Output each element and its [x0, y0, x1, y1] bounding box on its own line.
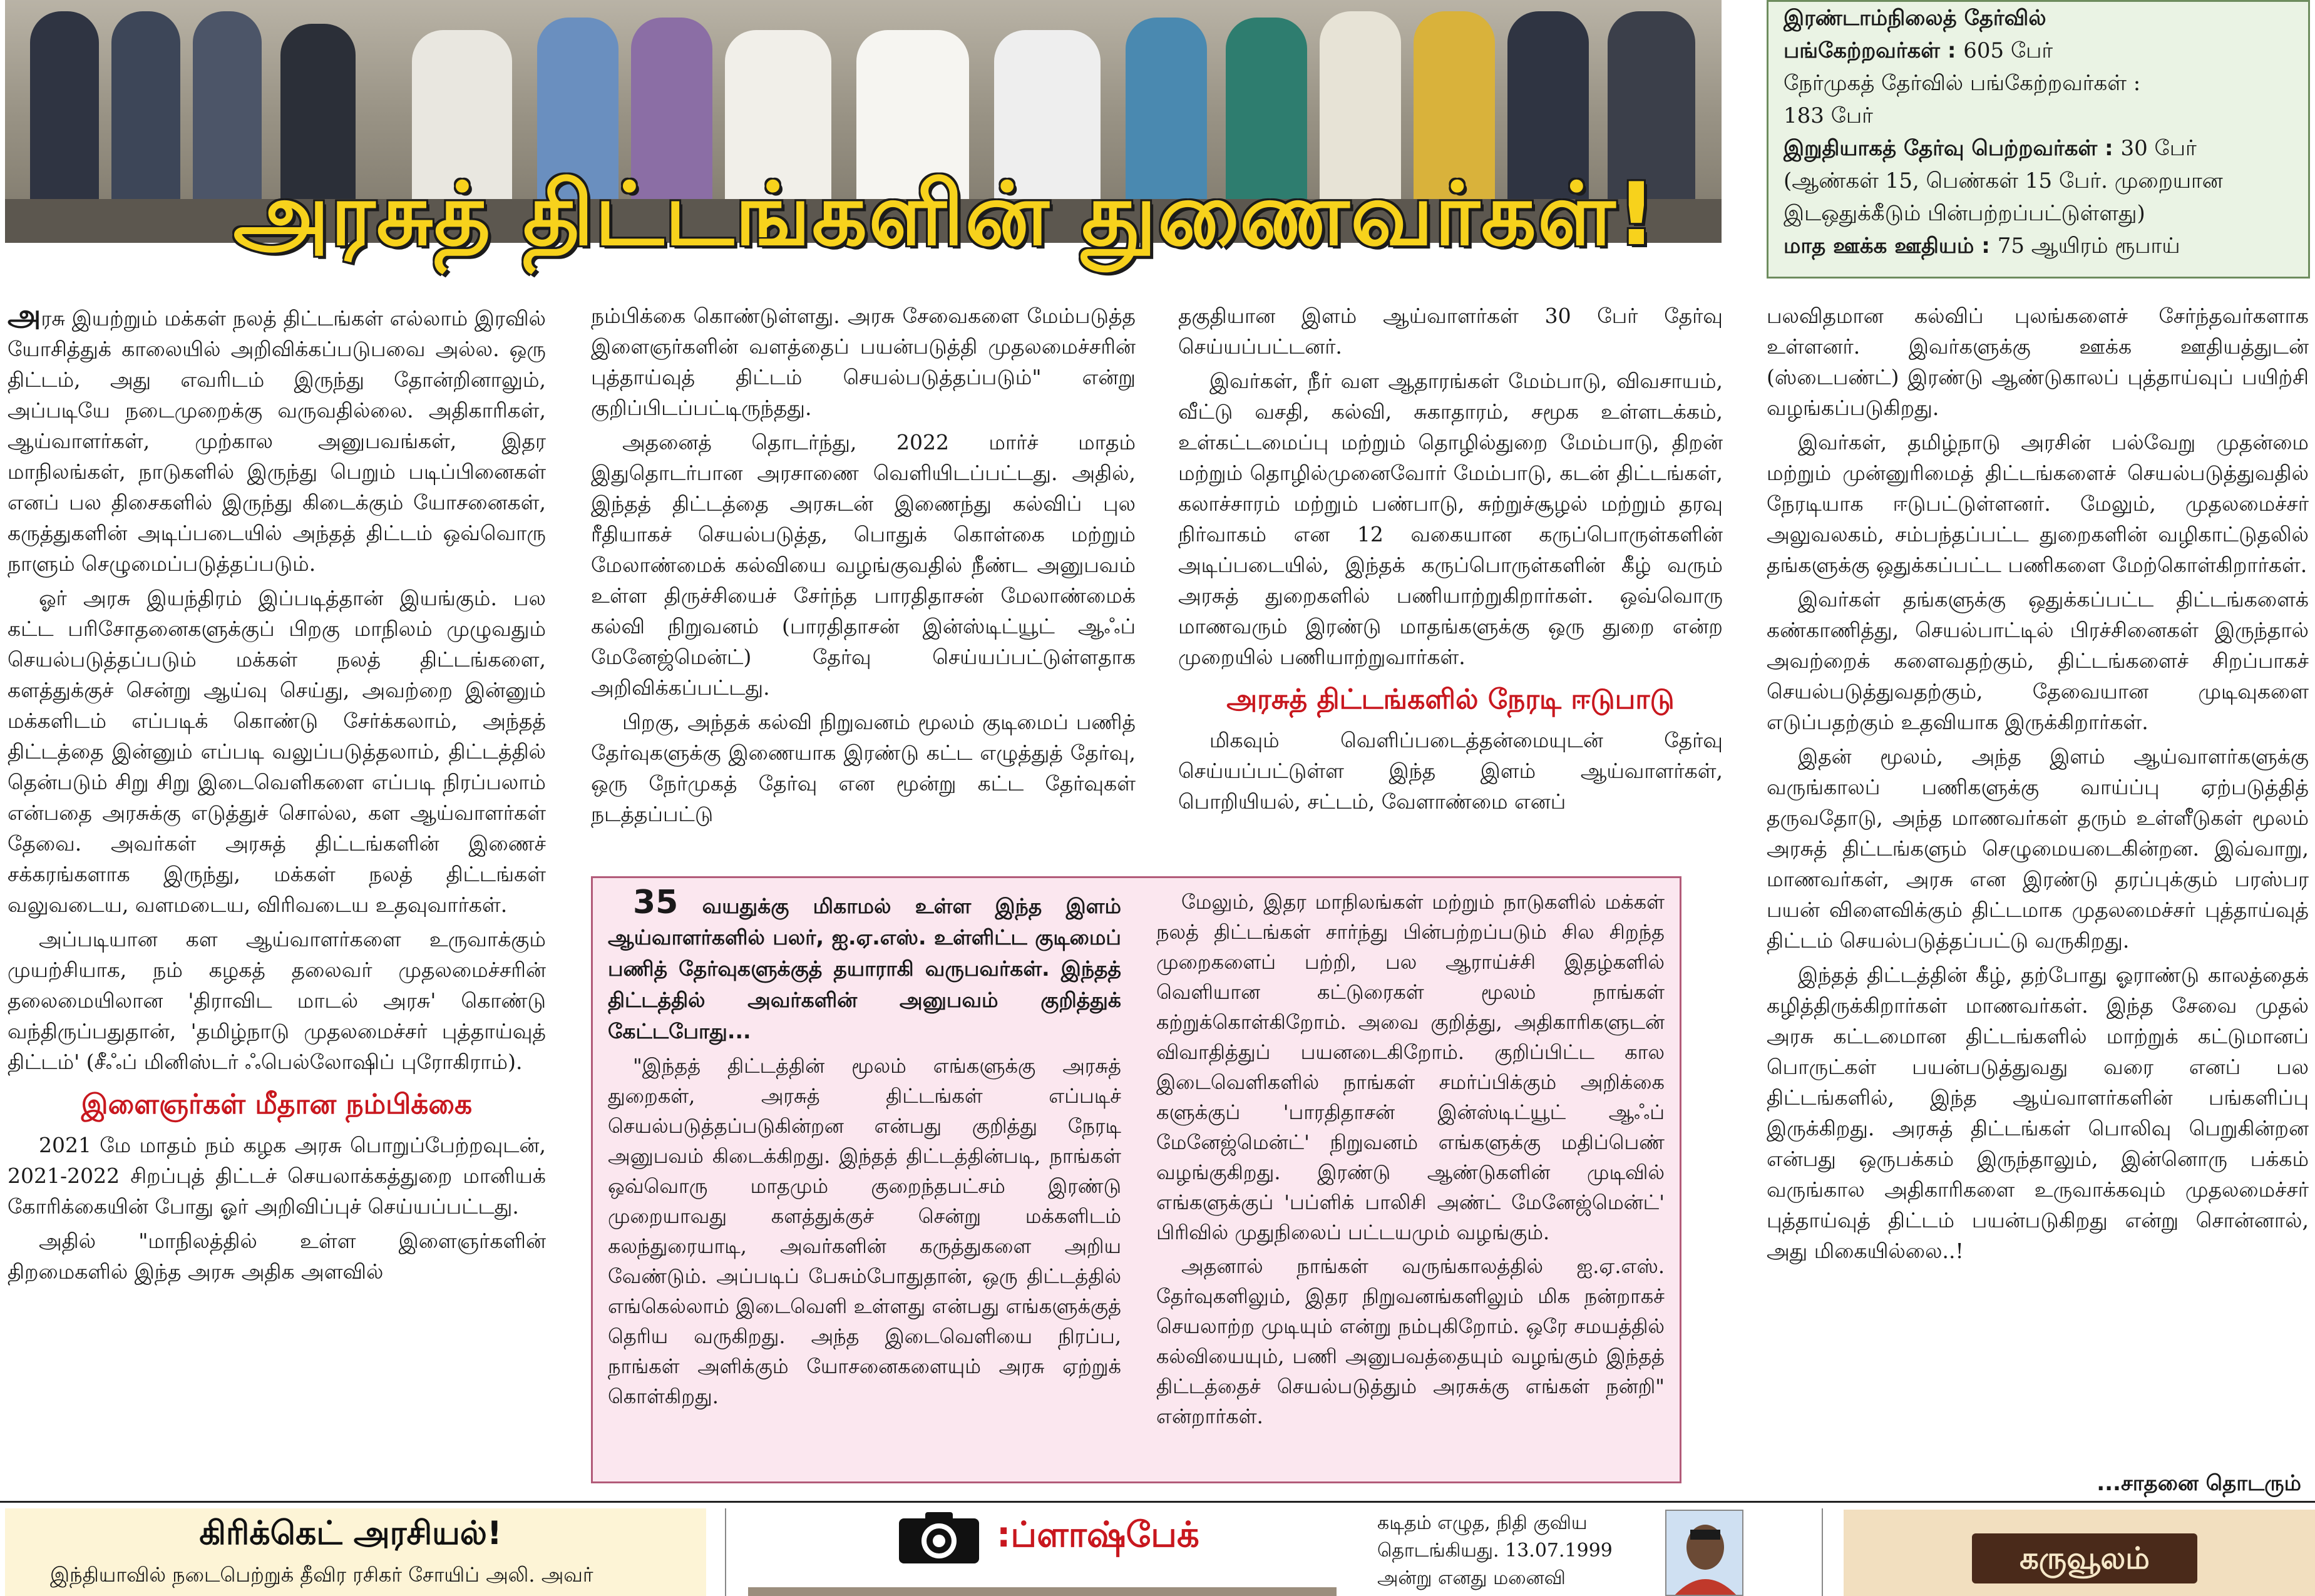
paragraph: ஓர் அரசு இயந்திரம் இப்படித்தான் இயங்கும். பல கட்ட பரிசோதனைகளுக்குப் பிறகு மாநிலம் முழுவதும் செயல்படுத்தப்படும் மக்கள் நலத் திட்டங்களை, களத்துக்குச் சென்று ஆய்வு செய்து, அவற்றை இன்னும் மக்களிடம் எப்படிக் கொண்டு சேர்க்கலாம், அந்தத் திட்டத்தை இன்னும் எப்படி வலுப்படுத்தலாம், திட்டத்தில் தென்படும் சிறு சிறு இடைவெளிகளை எப்படி நிரப்பலாம் என்பதை அரசுக்கு எடுத்துச் சொல்ல, கள ஆய்வாளர்கள் தேவை. அவர்கள் அரசுத் திட்டங்களின் இணைச் சக்கரங்களாக இருந்து, மக்கள் நலத் திட்டங்கள் வலுவடைய, வளமடைய, விரிவடைய உதவுவார்கள்.: [8, 586, 546, 917]
camera-icon: [895, 1510, 983, 1566]
paragraph: அதனைத் தொடர்ந்து, 2022 மார்ச் மாதம் இதுதொடர்பான அரசாணை வெளியிடப்பட்டது. அதில், இந்தத் திட்டத்தை அரசுடன் இணைந்து கல்விப் புல ரீதியாகச் செயல்படுத்த, பொதுக் கொள்கை மற்றும் மேலாண்மைக் கல்வியை வழங்குவதில் நீண்ட அனுபவம் உள்ள திருச்சியைச் சேர்ந்த பாரதிதாசன் மேலாண்மைக் கல்வி நிறுவனம் (பாரதிதாசன் இன்ஸ்டிட்யூட் ஆஃப் மேனேஜ்மென்ட்) தேர்வு செய்யப்பட்டுள்ளதாக அறிவிக்கப்பட்டது.: [591, 430, 1136, 700]
stats-line: இரண்டாம்நிலைத் தேர்வில்: [1784, 6, 2046, 31]
paragraph: "இந்தத் திட்டத்தின் மூலம் எங்களுக்கு அரசுத் துறைகள், அரசுத் திட்டங்கள் எப்படிச் செயல்படுத்தப்படுகின்றன என்பது குறித்து நேரடி அனுபவம் கிடைக்கிறது. இந்தத் திட்டத்தின்படி, நாங்கள் ஒவ்வொரு மாதமும் குறைந்தபட்சம் இரண்டு முறையாவது களத்துக்குச் சென்று மக்களிடம் கலந்துரையாடி, அவர்களின் கருத்துகளை அறிய வேண்டும். அப்படிப் பேசும்போதுதான், ஒரு திட்டத்தில் எங்கெல்லாம் இடைவெளி உள்ளது என்பது எங்களுக்குத் தெரிய வருகிறது. அந்த இடைவெளியை நிரப்ப, நாங்கள் அளிக்கும் யோசனைகளையும் அரசு ஏற்றுக் கொள்கிறது.: [608, 1054, 1121, 1408]
paragraph: நம்பிக்கை கொண்டுள்ளது. அரசு சேவைகளை மேம்படுத்த இளைஞர்களின் வளத்தைப் பயன்படுத்தி முதலமைச்சரின் புத்தாய்வுத் திட்டம் செயல்படுத்தப்படும்" என்று குறிப்பிடப்பட்டிருந்தது.: [591, 304, 1136, 420]
paragraph: அரசு இயற்றும் மக்கள் நலத் திட்டங்கள் எல்லாம் இரவில் யோசித்துக் காலையில் அறிவிக்கப்படுபவை அல்ல. ஒரு திட்டம், அது எவரிடம் இருந்து தோன்றினாலும், அப்படியே நடைமுறைக்கு வருவதில்லை. அதிகாரிகள், ஆய்வாளர்கள், முற்கால அனுபவங்கள், இதர மாநிலங்கள், நாடுகளில் இருந்து பெறும் படிப்பினைகள் எனப் பல திசைகளில் இருந்து கிடைக்கும் யோசனைகள், கருத்துகளின் அடிப்படையில் அந்தத் திட்டம் ஒவ்வொரு நாளும் செழுமைப்படுத்தப்படும்.: [8, 298, 546, 576]
stats-box: [1767, 0, 2310, 279]
diary-line: கடிதம் எழுத, நிதி குவிய: [1377, 1512, 1588, 1534]
paragraph: அப்படியான கள ஆய்வாளர்களை உருவாக்கும் முயற்சியாக, நம் கழகத் தலைவர் முதலமைச்சரின் தலைமையிலான 'திராவிட மாடல் அரசு' கொண்டு வந்திருப்பதுதான், 'தமிழ்நாடு முதலமைச்சர் புத்தாய்வுத் திட்டம்' (சீஃப் மினிஸ்டர் ஃபெல்லோஷிப் புரோகிராம்).: [8, 927, 546, 1074]
paragraph: மேலும், இதர மாநிலங்கள் மற்றும் நாடுகளில் மக்கள் நலத் திட்டங்கள் சார்ந்து பின்பற்றப்படும் சில சிறந்த முறைகளைப் பற்றி, பல ஆராய்ச்சி இதழ்களில் வெளியான கட்டுரைகள் மூலம் நாங்கள் கற்றுக்கொள்கிறோம். அவை குறித்து, அதிகாரிகளுடன் விவாதித்துப் பயனடைகிறோம். குறிப்பிட்ட கால இடைவெளிகளில் நாங்கள் சமர்ப்பிக்கும் அறிக்கை களுக்குப் 'பாரதிதாசன் இன்ஸ்டிட்யூட் ஆஃப் மேனேஜ்மென்ட்' நிறுவனம் எங்களுக்கு மதிப்பெண் வழங்குகிறது. இரண்டு ஆண்டுகளின் முடிவில் எங்களுக்குப் 'பப்ளிக் பாலிசி அண்ட் மேனேஜ்மென்ட்' பிரிவில் முதுநிலைப் பட்டயமும் வழங்கும்.: [1156, 890, 1665, 1244]
stats-line: பங்கேற்றவர்கள் : 605 பேர்: [1784, 38, 2053, 63]
paragraph: பிறகு, அந்தக் கல்வி நிறுவனம் மூலம் குடிமைப் பணித் தேர்வுகளுக்கு இணையாக இரண்டு கட்ட எழுத்துத் தேர்வு, ஒரு நேர்முகத் தேர்வு என மூன்று கட்ட தேர்வுகள் நடத்தப்பட்டு: [591, 710, 1136, 826]
article-column-4: [1767, 300, 2309, 1270]
subheading: இளைஞர்கள் மீதான நம்பிக்கை: [81, 1088, 473, 1120]
article-column-2: [591, 300, 1136, 833]
continued-label: ...சாதனை தொடரும்: [2097, 1471, 2301, 1496]
interview-column-2: [1156, 887, 1665, 1435]
article-column-1: [8, 300, 546, 1291]
stats-line: நேர்முகத் தேர்வில் பங்கேற்றவர்கள் :: [1784, 71, 2141, 96]
bottom-divider: [0, 1501, 2315, 1503]
interview-column-1: [608, 884, 1121, 1415]
interview-question: 35 வயதுக்கு மிகாமல் உள்ள இந்த இளம் ஆய்வாளர்களில் பலர், ஐ.ஏ.எஸ். உள்ளிட்ட குடிமைப் பணித் தேர்வுகளுக்குத் தயாராகி வருபவர்கள். இந்தத் திட்டத்தில் அவர்களின் அனுபவம் குறித்துக் கேட்டபோது...: [608, 884, 1121, 1043]
stats-line: (ஆண்கள் 15, பெண்கள் 15 பேர். முறையான: [1784, 168, 2223, 193]
paragraph: மிகவும் வெளிப்படைத்தன்மையுடன் தேர்வு செய்யப்பட்டுள்ள இந்த இளம் ஆய்வாளர்கள், பொறியியல், சட்டம், வேளாண்மை எனப்: [1178, 728, 1723, 814]
headline: அரசுத் திட்டங்களின் துணைவர்கள்!: [233, 164, 1658, 265]
karuvoolam-title: கருவூலம்: [1972, 1533, 2197, 1583]
stats-line: மாத ஊக்க ஊதியம் : 75 ஆயிரம் ரூபாய்: [1784, 233, 2180, 258]
paragraph: 2021 மே மாதம் நம் கழக அரசு பொறுப்பேற்றவுடன், 2021-2022 சிறப்புத் திட்டச் செயலாக்கத்துறை மானியக் கோரிக்கையின் போது ஓர் அறிவிப்புச் செய்யப்பட்டது.: [8, 1133, 546, 1219]
flashback-photo: [748, 1587, 1337, 1596]
article-column-3: [1178, 300, 1723, 821]
diary-text: [1377, 1510, 1646, 1592]
column-divider: [725, 1508, 726, 1596]
paragraph: இதன் மூலம், அந்த இளம் ஆய்வாளர்களுக்கு வருங்காலப் பணிகளுக்கு வாய்ப்பு ஏற்படுத்தித் தருவதோடு, அந்த மாணவர்கள் தரும் உள்ளீடுகள் மூலம் அரசுத் திட்டங்களும் செழுமையடைகின்றன. இவ்வாறு, மாணவர்கள், அரசு என இரண்டு தரப்புக்கும் பரஸ்பர பயன் விளைவிக்கும் திட்டமாக முதலமைச்சர் புத்தாய்வுத் திட்டம் செயல்படுத்தப்பட்டு வருகிறது.: [1767, 744, 2309, 953]
paragraph: இந்தத் திட்டத்தின் கீழ், தற்போது ஓராண்டு காலத்தைக் கழித்திருக்கிறார்கள் மாணவர்கள். இந்த சேவை முதல் அரசு கட்டமைான திட்டங்களில் மாற்றுக் கட்டுமானப் பொருட்கள் பயன்படுத்துவது வரை எனப் பல திட்டங்களில், இந்த ஆய்வாளர்களின் பங்களிப்பு இருக்கிறது. அரசுத் திட்டங்கள் பொலிவு பெறுகின்றன என்பது ஒருபக்கம் இருந்தாலும், இன்னொரு பக்கம் வருங்கால அதிகாரிகளை உருவாக்கவும் முதலமைச்சர் புத்தாய்வுத் திட்டம் பயன்படுகிறது என்று சொன்னால், அது மிகையில்லை..!: [1767, 963, 2309, 1263]
drop-cap: அ: [8, 298, 41, 333]
paragraph: அதனால் நாங்கள் வருங்காலத்தில் ஐ.ஏ.எஸ். தேர்வுகளிலும், இதர நிறுவனங்களிலும் மிக நன்றாகச் செயலாற்ற முடியும் என்று நம்புகிறோம். ஒரே சமயத்தில் கல்வியையும், பணி அனுபவத்தையும் வழங்கும் இந்தத் திட்டத்தைச் செயல்படுத்தும் அரசுக்கு எங்கள் நன்றி" என்றார்கள்.: [1156, 1254, 1665, 1428]
diary-line: அன்று எனது மனைவி: [1377, 1567, 1566, 1589]
paragraph: தகுதியான இளம் ஆய்வாளர்கள் 30 பேர் தேர்வு செய்யப்பட்டனர்.: [1178, 304, 1723, 359]
paragraph: இவர்கள், தமிழ்நாடு அரசின் பல்வேறு முதன்மை மற்றும் முன்னுரிமைத் திட்டங்களைச் செயல்படுத்துவதில் நேரடியாக ஈடுபட்டுள்ளனர். மேலும், முதலமைச்சர் அலுவலகம், சம்பந்தப்பட்ட துறைகளின் வழிகாட்டுதலில் தங்களுக்கு ஒதுக்கப்பட்ட பணிகளை மேற்கொள்கிறார்கள்.: [1767, 430, 2309, 577]
flashback-title: :ப்ளாஷ்பேக்: [997, 1515, 1199, 1555]
paragraph: இவர்கள், நீர் வள ஆதாரங்கள் மேம்பாடு, விவசாயம், வீட்டு வசதி, கல்வி, சுகாதாரம், சமூக உள்ளடக்கம், உள்கட்டமைப்பு மற்றும் தொழில்துறை மேம்பாடு, திறன் மற்றும் தொழில்முனைவோர் மேம்பாடு, கடன் திட்டங்கள், கலாச்சாரம் மற்றும் பண்பாடு, சுற்றுச்சூழல் மற்றும் தரவு நிர்வாகம் என 12 வகையான கருப்பொருள்களின் அடிப்படையில், இந்தக் கருப்பொருள்களின் கீழ் வரும் அரசுத் துறைகளில் பணியாற்றுகிறார்கள். ஒவ்வொரு மாணவரும் இரண்டு மாதங்களுக்கு ஒரு துறை என்ற முறையில் பணியாற்றுவார்கள்.: [1178, 369, 1723, 669]
cricket-text: இந்தியாவில் நடைபெற்றுக் தீவிர ரசிகர் சோயிப் அலி. அவர்: [50, 1563, 593, 1587]
paragraph: பலவிதமான கல்விப் புலங்களைச் சேர்ந்தவர்களாக உள்ளனர். இவர்களுக்கு ஊக்க ஊதியத்துடன் (ஸ்டைபண்ட்) இரண்டு ஆண்டுகாலப் புத்தாய்வுப் பயிற்சி வழங்கப்படுகிறது.: [1767, 304, 2309, 420]
author-portrait: [1665, 1510, 1743, 1596]
stats-line: 183 பேர்: [1784, 103, 1873, 128]
paragraph: அதில் "மாநிலத்தில் உள்ள இளைஞர்களின் திறமைகளில் இந்த அரசு அதிக அளவில்: [8, 1229, 546, 1284]
paragraph: இவர்கள் தங்களுக்கு ஒதுக்கப்பட்ட திட்டங்களைக் கண்காணித்து, செயல்பாட்டில் பிரச்சினைகள் இருந்தால் அவற்றைக் களைவதற்கும், திட்டங்களைச் சிறப்பாகச் செயல்படுத்துவதற்கும், தேவையான முடிவுகளை எடுப்பதற்கும் உதவியாக இருக்கிறார்கள்.: [1767, 587, 2309, 734]
interview-box: [591, 876, 1681, 1483]
cricket-title: கிரிக்கெட் அரசியல்!: [199, 1515, 502, 1552]
diary-line: தொடங்கியது. 13.07.1999: [1377, 1540, 1613, 1562]
stats-line: இறுதியாகத் தேர்வு பெற்றவர்கள் : 30 பேர்: [1784, 136, 2197, 161]
stats-line: இடஒதுக்கீடும் பின்பற்றப்பட்டுள்ளது): [1784, 201, 2145, 226]
subheading: அரசுத் திட்டங்களில் நேரடி ஈடுபாடு: [1226, 683, 1675, 715]
column-divider: [1822, 1508, 1823, 1596]
